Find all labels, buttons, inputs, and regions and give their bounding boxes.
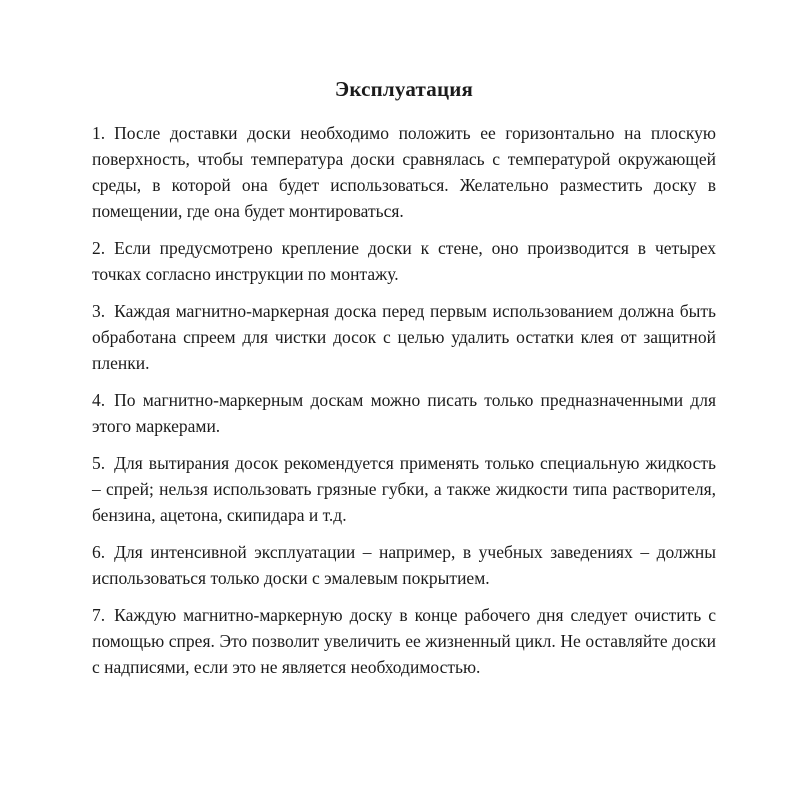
paragraph-number: 2. bbox=[92, 238, 106, 258]
instruction-paragraph-7 bbox=[92, 602, 716, 680]
instruction-paragraph-6 bbox=[92, 539, 716, 591]
paragraph-number: 5. bbox=[92, 453, 106, 473]
instruction-paragraph-2 bbox=[92, 235, 716, 287]
paragraph-text: Для вытирания досок рекомендуется применять только специальную жидкость – спрей; нельзя использовать грязные губки, а также жидкости типа растворителя, бензина, ацетона, скипидара и т.д. bbox=[92, 453, 716, 525]
paragraph-text: Для интенсивной эксплуатации – например, в учебных заведениях – должны использоваться только доски с эмалевым покрытием. bbox=[92, 542, 716, 588]
instruction-paragraph-5 bbox=[92, 450, 716, 528]
paragraph-text: После доставки доски необходимо положить ее горизонтально на плоскую поверхность, чтобы температура доски сравнялась с температурой окружающей среды, в которой она будет использоваться. Желательно разместить доску в помещении, где она будет монтироваться. bbox=[92, 123, 716, 221]
document-title: Эксплуатация bbox=[334, 77, 474, 101]
paragraph-text: По магнитно-маркерным доскам можно писать только предназначенными для этого маркерами. bbox=[92, 390, 716, 436]
paragraph-number: 1. bbox=[92, 123, 106, 143]
paragraph-text: Каждая магнитно-маркерная доска перед первым использованием должна быть обработана спреем для чистки досок с целью удалить остатки клея от защитной пленки. bbox=[92, 301, 716, 373]
instruction-paragraph-3 bbox=[92, 298, 716, 376]
paragraph-number: 3. bbox=[92, 301, 106, 321]
paragraph-number: 4. bbox=[92, 390, 106, 410]
paragraph-text: Каждую магнитно-маркерную доску в конце рабочего дня следует очистить с помощью спрея. Это позволит увеличить ее жизненный цикл. Не оставляйте доски с надписями, если это не является необходимостью. bbox=[92, 605, 716, 677]
instruction-paragraph-1 bbox=[92, 120, 716, 224]
paragraph-number: 6. bbox=[92, 542, 106, 562]
instruction-paragraph-4 bbox=[92, 387, 716, 439]
paragraph-text: Если предусмотрено крепление доски к стене, оно производится в четырех точках согласно инструкции по монтажу. bbox=[92, 238, 716, 284]
paragraph-number: 7. bbox=[92, 605, 106, 625]
